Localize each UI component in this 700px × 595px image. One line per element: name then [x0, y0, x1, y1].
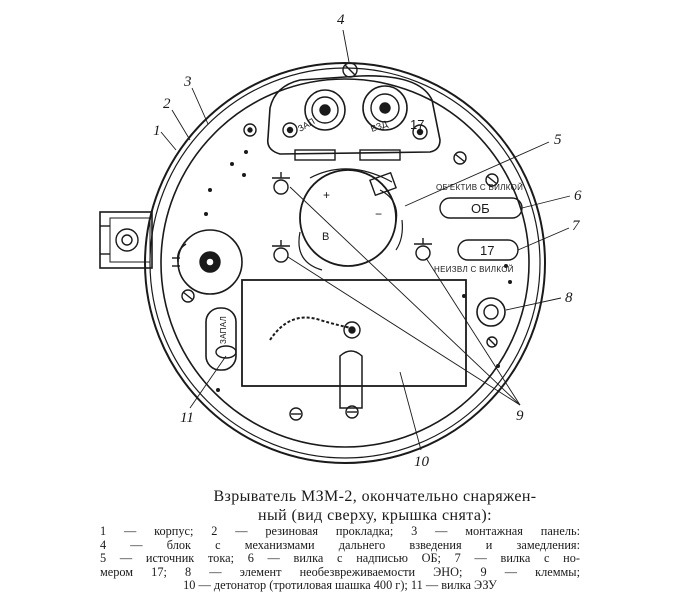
- callout-7: 7: [572, 218, 580, 234]
- callout-4: 4: [337, 12, 345, 28]
- callout-1: 1: [153, 123, 161, 139]
- callout-6: 6: [574, 188, 582, 204]
- terminals: [272, 172, 432, 262]
- caption-title-line2: ный (вид сверху, крышка снята):: [258, 507, 492, 524]
- terminal-minus-label: −: [375, 207, 383, 221]
- eno-element: [477, 298, 505, 326]
- caption-title-line1: Взрыватель МЗМ-2, окончательно снаряжен-: [213, 488, 537, 505]
- legend-line: 4 — блок с механизмами дальнего взведения и замедления:: [100, 537, 580, 552]
- plug-ob-label: ОБ: [471, 201, 490, 216]
- legend-line: 5 — источник тока; 6 — вилка с надписью ОБ; 7 — вилка с но-: [100, 551, 580, 566]
- mechanism-17-label: 17: [410, 117, 425, 132]
- callout-8: 8: [565, 290, 573, 306]
- left-dial: [172, 230, 242, 294]
- legend-line: 10 — детонатор (тротиловая шашка 400 г); 11 — вилка ЭЗУ: [183, 578, 497, 593]
- terminal-plus-label: +: [323, 188, 331, 202]
- callout-10: 10: [414, 454, 429, 470]
- callout-3: 3: [184, 74, 192, 90]
- legend-line: мером 17; 8 — элемент необезвреживаемости ЭНО; 9 — клеммы;: [100, 564, 580, 579]
- plug-17-label: 17: [480, 243, 495, 258]
- ezu-plug-label: ЗАПАЛ: [219, 315, 228, 344]
- current-source: [299, 169, 402, 270]
- figure-caption-title: [0, 487, 700, 525]
- legend-line: 1 — корпус; 2 — резиновая прокладка; 3 — монтажная панель:: [100, 524, 580, 538]
- callout-2: 2: [163, 96, 171, 112]
- delay-mechanism-block: [268, 63, 440, 160]
- mechanism-zap-label: ЗАП: [296, 116, 317, 134]
- mechanism-vzd-label: ВЗД: [369, 118, 389, 134]
- callout-5: 5: [554, 132, 562, 148]
- callout-9: 9: [516, 408, 524, 424]
- terminal-v-label: В: [322, 231, 330, 243]
- callout-11: 11: [180, 410, 194, 426]
- plug-17-bottom-label: НЕИЗВЛ С ВИЛКОЙ: [434, 265, 514, 274]
- plug-ob-top-label: ОБ'ЕКТИВ С ВИЛКОЙ: [436, 183, 524, 192]
- figure-legend: [100, 525, 580, 593]
